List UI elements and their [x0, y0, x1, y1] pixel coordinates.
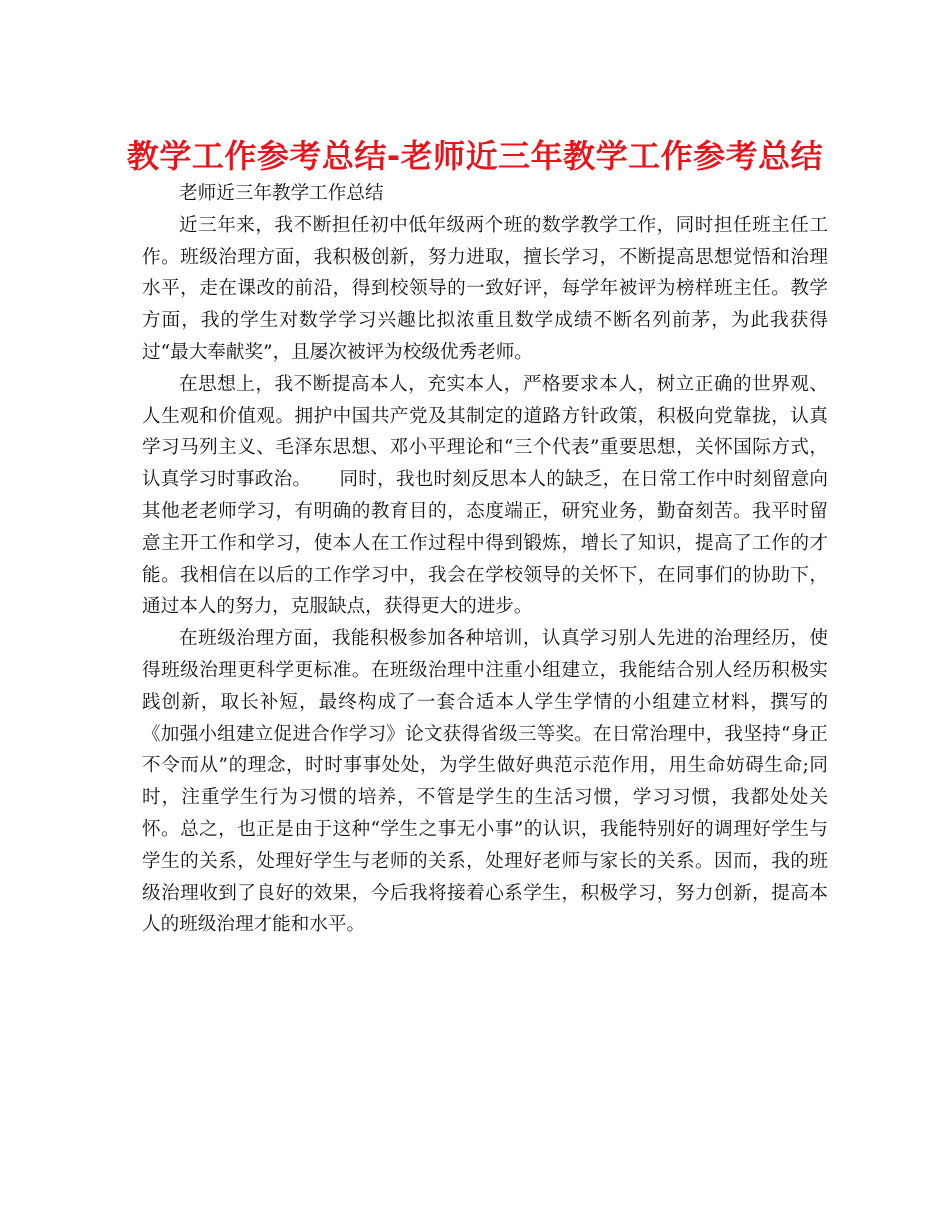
document-title: 教学工作参考总结-老师近三年教学工作参考总结	[126, 137, 824, 175]
paragraph-2: 在思想上，我不断提高本人，充实本人，严格要求本人，树立正确的世界观、人生观和价值观。拥护中国共产党及其制定的道路方针政策，积极向党靠拢，认真学习马列主义、毛泽东思想、邓小平理论和“三个代表”重要思想，关怀国际方式，认真学习时事政治。 同时，我也时刻反思本人的缺乏，在日常工作中时刻留意向其他老老师学习，有明确的教育目的，态度端正，研究业务，勤奋刻苦。我平时留意主开工作和学习，使本人在工作过程中得到锻炼，增长了知识，提高了工作的才能。我相信在以后的工作学习中，我会在学校领导的关怀下，在同事们的协助下，通过本人的努力，克服缺点，获得更大的进步。	[142, 373, 828, 618]
paragraph-3: 在班级治理方面，我能积极参加各种培训，认真学习别人先进的治理经历，使得班级治理更科学更标准。在班级治理中注重小组建立，我能结合别人经历积极实践创新，取长补短，最终构成了一套合适本人学生学情的小组建立材料，撰写的《加强小组建立促进合作学习》论文获得省级三等奖。在日常治理中，我坚持“身正不令而从”的理念，时时事事处处，为学生做好典范示范作用，用生命妨碍生命;同时，注重学生行为习惯的培养，不管是学生的生活习惯，学习习惯，我都处处关怀。总之，也正是由于这种“学生之事无小事”的认识，我能特别好的调理好学生与学生的关系，处理好学生与老师的关系，处理好老师与家长的关系。因而，我的班级治理收到了良好的效果，今后我将接着心系学生，积极学习，努力创新，提高本人的班级治理才能和水平。	[142, 628, 828, 936]
paragraph-1: 近三年来，我不断担任初中低年级两个班的数学教学工作，同时担任班主任工作。班级治理方面，我积极创新，努力进取，擅长学习，不断提高思想觉悟和治理水平，走在课改的前沿，得到校领导的一致好评，每学年被评为榜样班主任。教学方面，我的学生对数学学习兴趣比拟浓重且数学成绩不断名列前茅，为此我获得过“最大奉献奖”，且屡次被评为校级优秀老师。	[142, 214, 828, 363]
document-subtitle: 老师近三年教学工作总结	[179, 183, 384, 204]
document-body	[142, 178, 828, 941]
